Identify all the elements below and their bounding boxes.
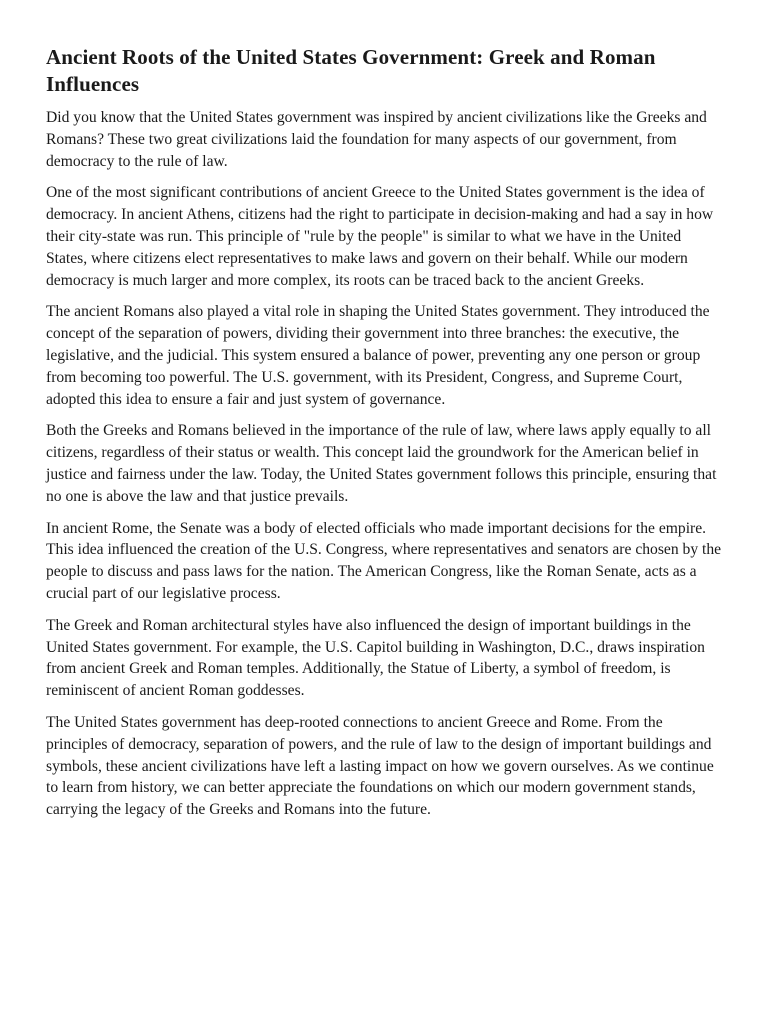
paragraph-greek-democracy: One of the most significant contributions of ancient Greece to the United States government is the idea of democracy. In ancient Athens, citizens had the right to participate in decision-making and had a say in how their city-state was run. This principle of "rule by the people" is similar to what we have in the United States, where citizens elect representatives to make laws and govern on their behalf. While our modern democracy is much larger and more complex, its roots can be traced back to the ancient Greeks. [46, 184, 714, 289]
document-page [46, 44, 724, 831]
paragraph-architecture: The Greek and Roman architectural styles have also influenced the design of important buildings in the United States government. For example, the U.S. Capitol building in Washington, D.C., draws inspiration from ancient Greek and Roman temples. Additionally, the Statue of Liberty, a symbol of freedom, is reminiscent of ancient Roman goddesses. [46, 616, 705, 700]
paragraph-conclusion: The United States government has deep-rooted connections to ancient Greece and Rome. From the principles of democracy, separation of powers, and the rule of law to the design of important buildings and symbols, these ancient civilizations have left a lasting impact on how we govern ourselves. As we continue to learn from history, we can better appreciate the foundations on which our modern government stands, carrying the legacy of the Greeks and Romans into the future. [46, 713, 714, 819]
paragraph-roman-senate: In ancient Rome, the Senate was a body of elected officials who made important decisions for the empire. This idea influenced the creation of the U.S. Congress, where representatives and senators are chosen by the people to discuss and pass laws for the nation. The American Congress, like the Roman Senate, acts as a crucial part of our legislative process. [46, 519, 722, 602]
document-title: Ancient Roots of the United States Government: Greek and Roman Influences [46, 45, 656, 96]
paragraph-rule-of-law: Both the Greeks and Romans believed in the importance of the rule of law, where laws apply equally to all citizens, regardless of their status or wealth. This concept laid the groundwork for the American belief in justice and fairness under the law. Today, the United States government follows this principle, ensuring that no one is above the law and that justice prevails. [46, 422, 717, 505]
paragraph-roman-separation-of-powers: The ancient Romans also played a vital role in shaping the United States government. They introduced the concept of the separation of powers, dividing their government into three branches: the executive, the legislative, and the judicial. This system ensured a balance of power, preventing any one person or group from becoming too powerful. The U.S. government, with its President, Congress, and Supreme Court, adopted this idea to ensure a fair and just system of governance. [46, 303, 710, 408]
paragraph-intro: Did you know that the United States government was inspired by ancient civilizations like the Greeks and Romans? These two great civilizations laid the foundation for many aspects of our government, from democracy to the rule of law. [46, 109, 707, 170]
